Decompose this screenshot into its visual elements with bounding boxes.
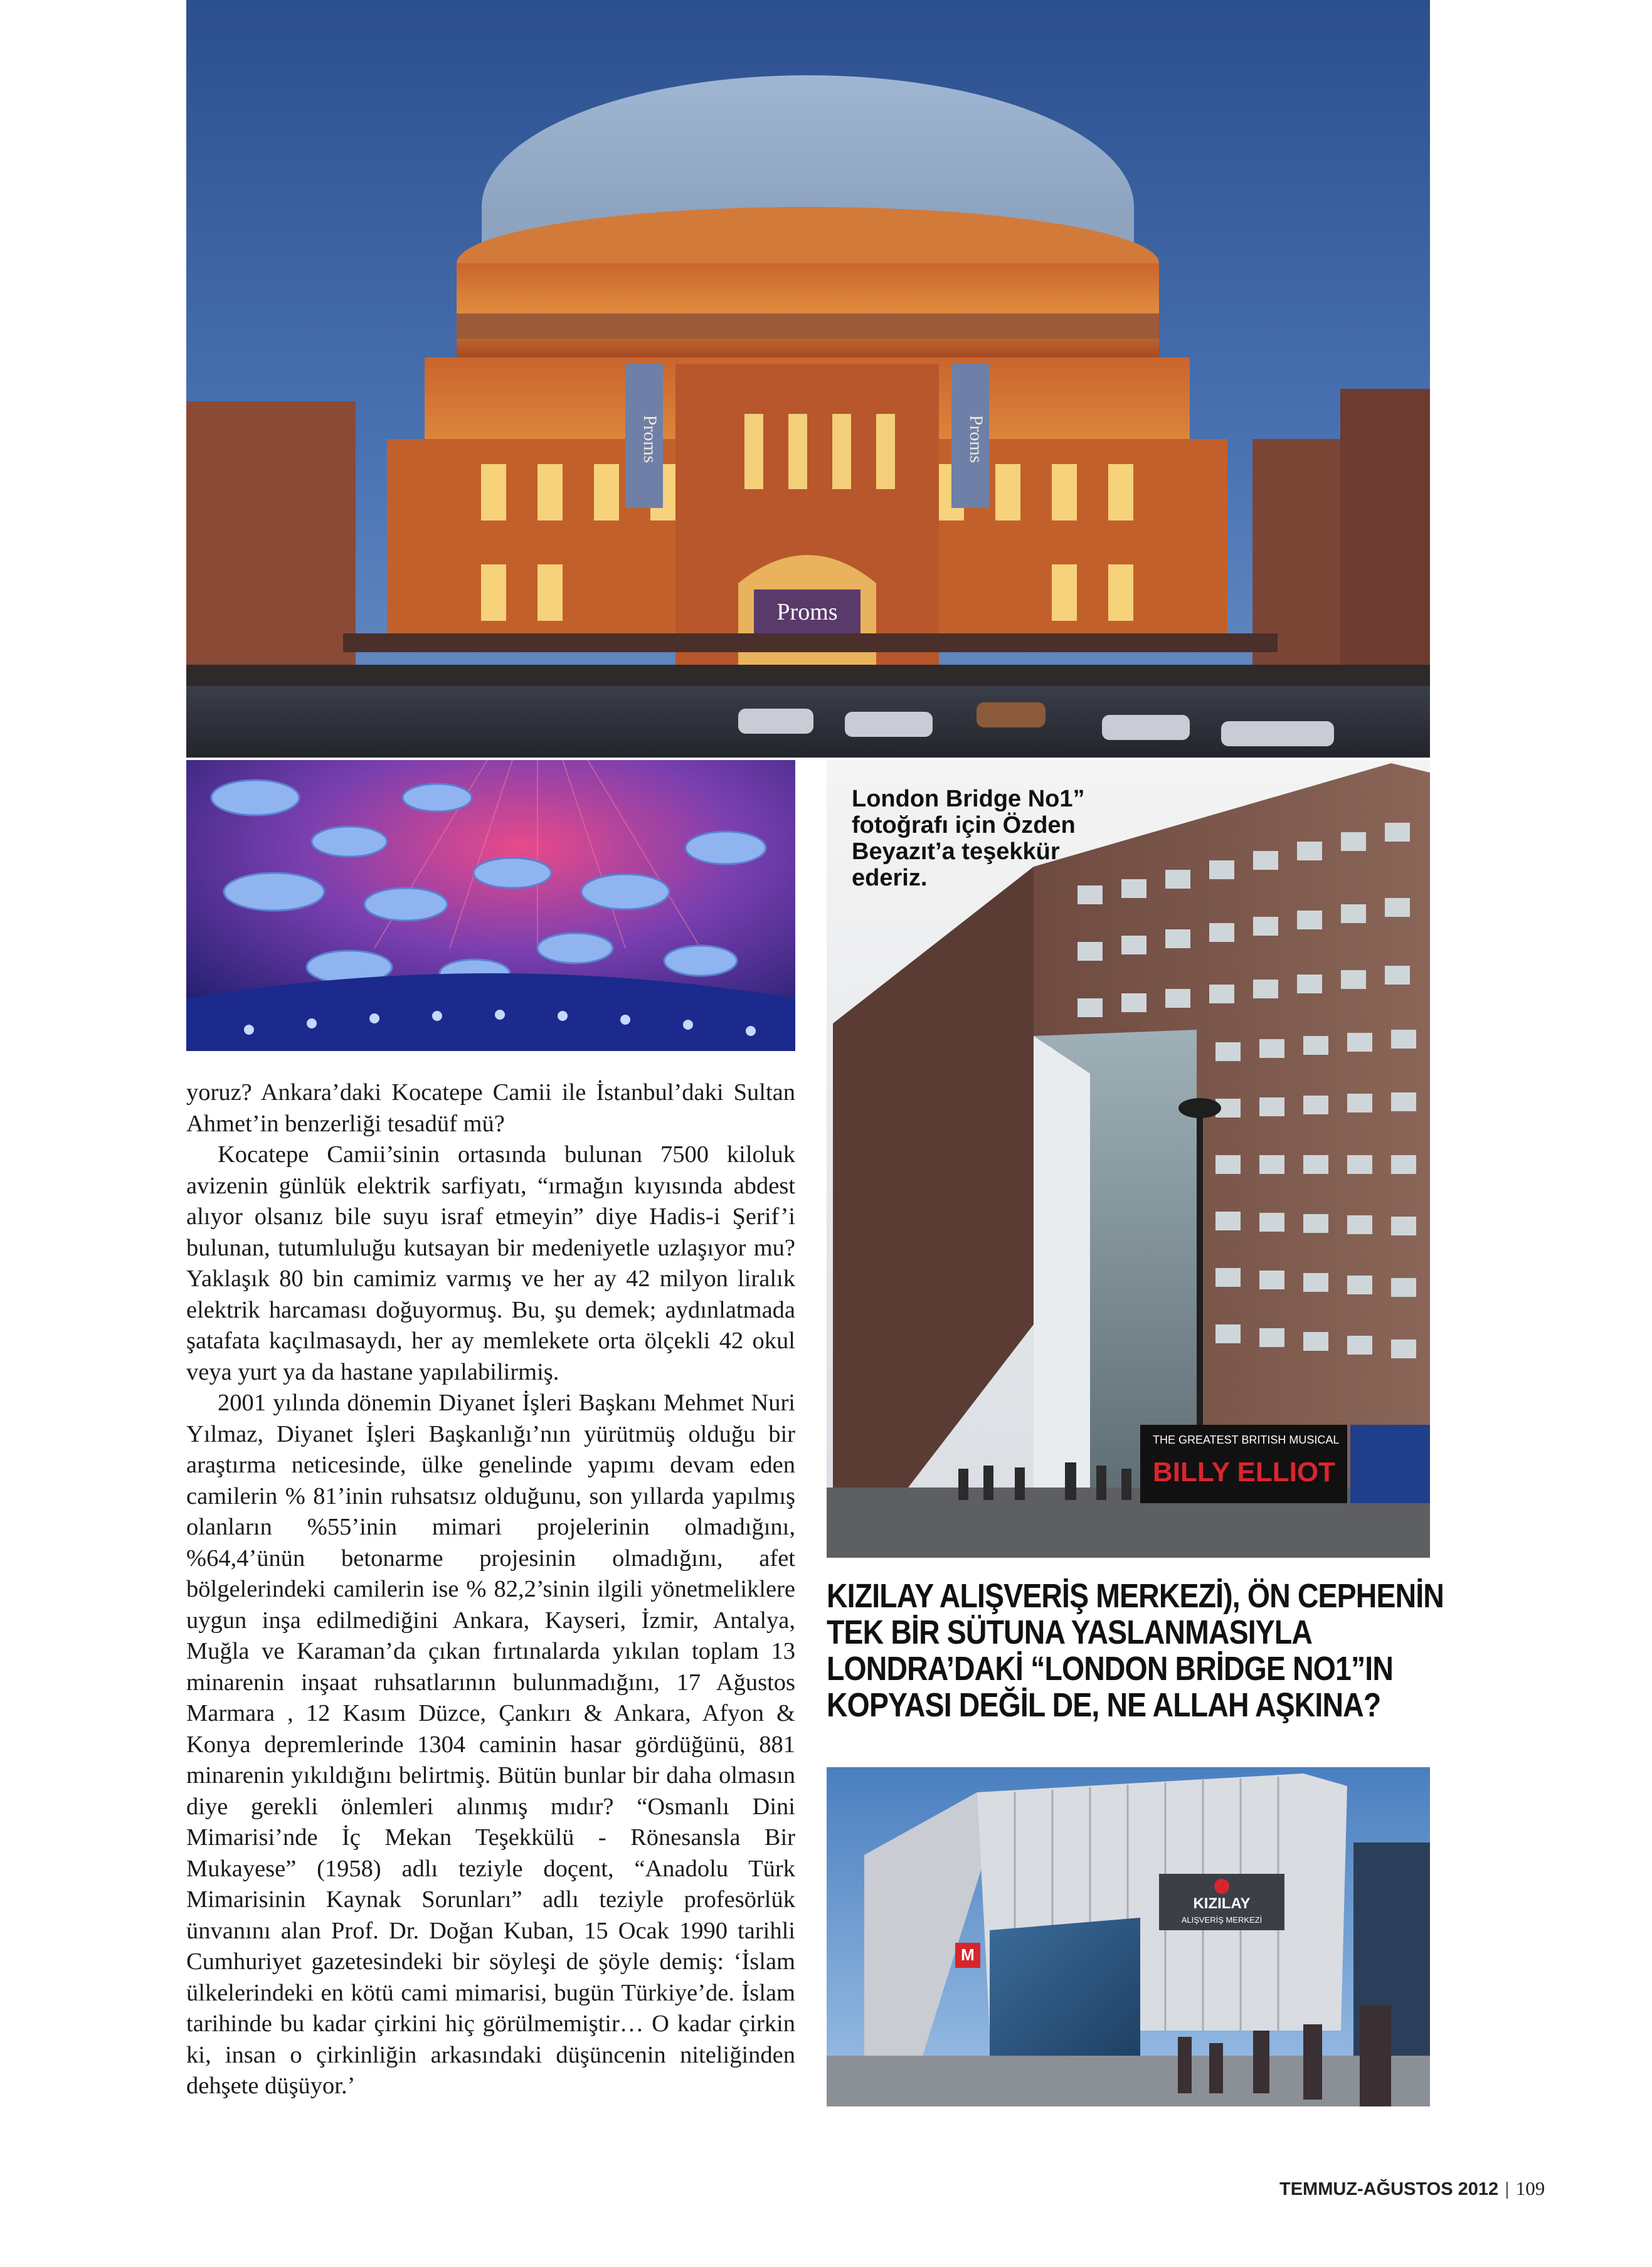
- kizilay-sign-subtitle: ALIŞVERİŞ MERKEZİ: [1181, 1915, 1263, 1925]
- kizilay-mall-photo: [827, 1767, 1430, 2106]
- caption-line: ederiz.: [852, 865, 928, 891]
- left-banner-text: Proms: [640, 415, 660, 463]
- caption-line: fotoğrafı için Özden: [852, 812, 1076, 838]
- article-body: [186, 1077, 795, 2102]
- article-paragraph: 2001 yılında dönemin Diyanet İşleri Başkanı Mehmet Nuri Yılmaz, Diyanet İşleri Başkanlığı’nın yürütmüş olduğu bir araştırma neticesinde, ülke genelinde yapımı devam eden camilerin % 81’inin ruhsatsız olduğunu, son yıllarda yapılmış olanların %55’inin mimari projelerinin olmadığını, %64,4’ünün betonarme projesinin olmadığını, afet bölgelerindeki camilerin ise % 82,2’sinin ilgili yönetmeliklere uygun inşa edilmediğini Ankara, Kayseri, İzmir, Antalya, Muğla ve Karaman’da çıkan fırtınalarda yıkılan toplam 13 minarenin inşaat ruhsatlarının bulunmadığını, 17 Ağustos Marmara , 12 Kasım Düzce, Çankırı & Ankara, Afyon & Konya depremlerinde 1304 caminin hasar gördüğünü, 881 minarenin yıkıldığını belirtmiş. Bütün bunlar bir daha olmasın diye gerekli önlemleri alınmış mıdır? “Osmanlı Dini Mimarisi’nde İç Mekan Teşekkülü - Rönesansla Bir Mukayese” (1958) adlı teziyle doçent, “Anadolu Türk Mimarisinin Kaynak Sorunları” adlı teziyle profesörlük ünvanını alan Prof. Dr. Doğan Kuban, 15 Ocak 1990 tarihli Cumhuriyet gazetesindeki bir söyleşi de şöyle demiş: ‘İslam ülkelerindeki en kötü cami mimarisi, bugün Türkiye’de. İslam tarihinde bu kadar çirkini hiç görülmemiştir… O kadar çirkin ki, insan o çirkinliğin arkasındaki düşüncenin niteliğinden dehşete düşüyor.’: [186, 1390, 795, 2099]
- pull-quote-headline: [827, 1577, 1444, 1724]
- headline-line: KIZILAY ALIŞVERİŞ MERKEZİ), ÖN CEPHENİN: [827, 1577, 1444, 1615]
- caption-line: London Bridge No1”: [852, 786, 1085, 812]
- page-number: 109: [1515, 2177, 1545, 2199]
- billboard-top-text: THE GREATEST BRITISH MUSICAL: [1153, 1434, 1340, 1446]
- billboard-title: BILLY ELLIOT: [1153, 1457, 1335, 1488]
- headline-line: KOPYASI DEĞİL DE, NE ALLAH AŞKINA?: [827, 1686, 1381, 1724]
- caption-line: Beyazıt’a teşekkür: [852, 838, 1060, 865]
- right-banner-text: Proms: [966, 415, 987, 463]
- entrance-banner-text: Proms: [776, 599, 838, 625]
- svg-text:M: M: [961, 1945, 975, 1964]
- headline-line: LONDRA’DAKİ “LONDON BRİDGE NO1”IN: [827, 1650, 1394, 1688]
- article-paragraph: yoruz? Ankara’daki Kocatepe Camii ile İstanbul’daki Sultan Ahmet’in benzerliği tesadüf mü?: [186, 1079, 795, 1137]
- hall-interior-photo: [186, 760, 795, 1051]
- headline-line: TEK BİR SÜTUNA YASLANMASIYLA: [827, 1614, 1313, 1651]
- kizilay-sign-name: KIZILAY: [1193, 1895, 1251, 1912]
- footer-separator: |: [1505, 2179, 1510, 2199]
- magazine-issue: TEMMUZ-AĞUSTOS 2012: [1279, 2179, 1499, 2199]
- article-paragraph: Kocatepe Camii’sinin ortasında bulunan 7500 kiloluk avizenin günlük elektrik sarfiyatı, “ırmağın kıyısında abdest alıyor olsanız bile suyu israf etmeyin” diye Hadis-i Şerif’i bulunan, tutumluluğu kutsayan bir medeniyetle uzlaşıyor mu? Yaklaşık 80 bin camimiz varmış ve her ay 42 milyon liralık elektrik harcaması doğuyormuş. Bu, şu demek; aydınlatmada şatafata kaçılmasaydı, her ay memlekete orta ölçekli 42 okul veya yurt ya da hastane yapılabilirmiş.: [186, 1141, 795, 1385]
- royal-albert-hall-photo: [186, 0, 1430, 758]
- photo-credit-caption: [852, 786, 1115, 891]
- page-footer: [1279, 2177, 1545, 2200]
